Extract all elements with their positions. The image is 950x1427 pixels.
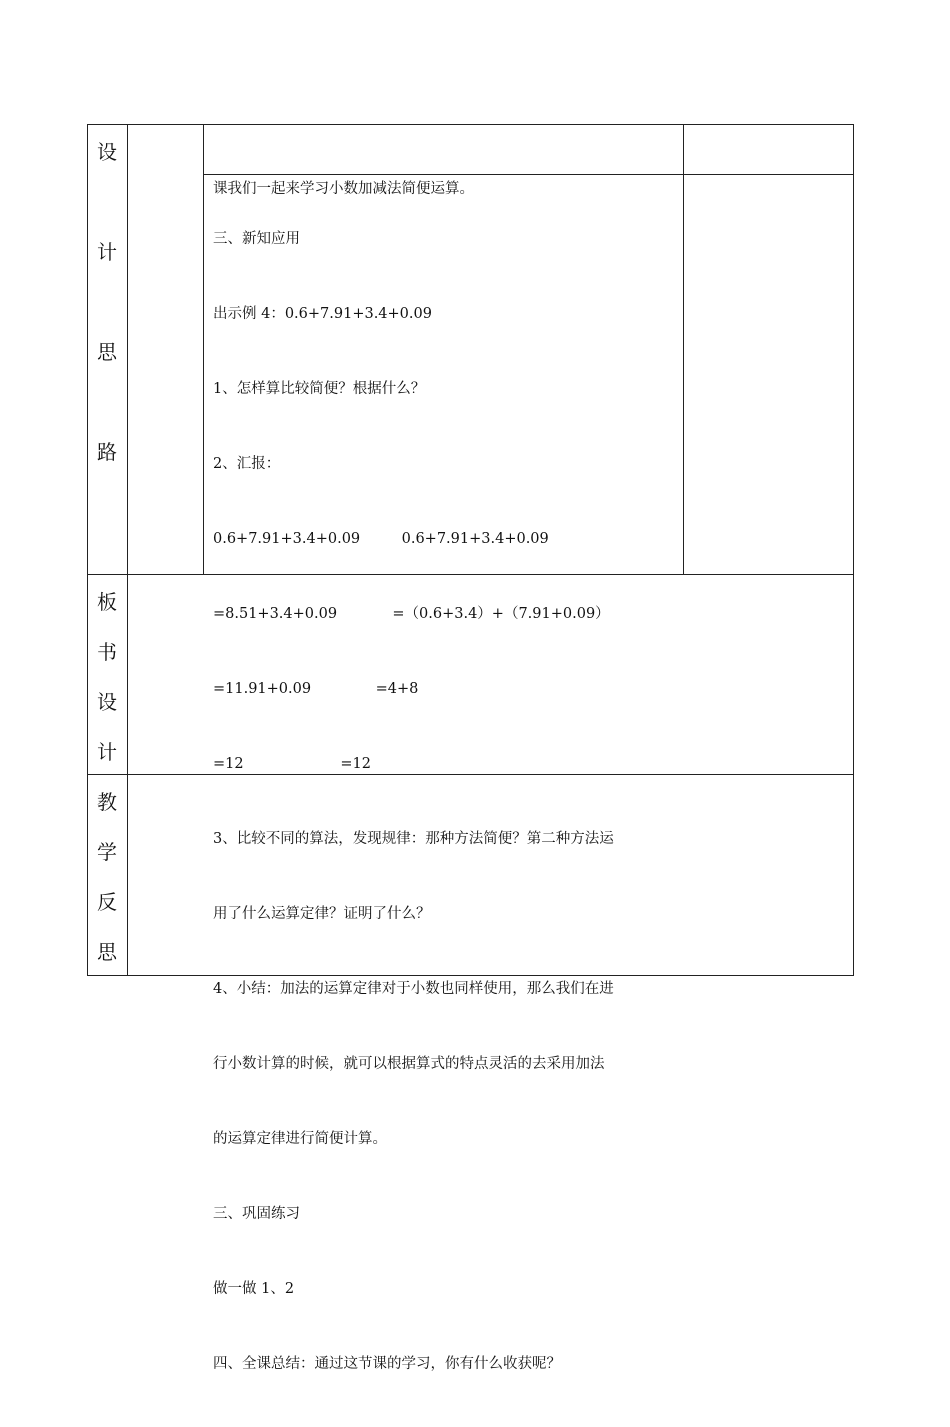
- text-line: 出示例 4：0.6+7.91+3.4+0.09: [213, 306, 432, 322]
- design-content: [213, 177, 614, 1427]
- lesson-plan-table: [87, 124, 854, 1372]
- table-border-right: [853, 124, 854, 976]
- text-line: 课我们一起来学习小数加减法简便运算。: [213, 181, 474, 197]
- board-label-char: 书: [97, 640, 117, 664]
- board-label-char: 设: [97, 690, 117, 714]
- column-divider-notes: [683, 124, 684, 575]
- reflection-label-char: 反: [97, 890, 117, 914]
- board-label-char: 计: [97, 740, 117, 764]
- text-line: 三、新知应用: [213, 231, 300, 247]
- text-line: =8.51+3.4+0.09 =（0.6+3.4）+（7.91+0.09）: [213, 606, 610, 622]
- text-line: 行小数计算的时候，就可以根据算式的特点灵活的去采用加法: [213, 1056, 605, 1072]
- column-divider-label: [127, 124, 128, 976]
- text-line: 3、比较不同的算法，发现规律：那种方法简便？第二种方法运: [213, 831, 614, 847]
- text-line: 三、巩固练习: [213, 1206, 300, 1222]
- design-thinking-label: [87, 124, 127, 574]
- reflection-label-char: 教: [97, 790, 117, 814]
- column-divider-content: [203, 124, 204, 575]
- board-design-label: [87, 574, 127, 774]
- reflection-label-char: 思: [97, 940, 117, 964]
- design-label-char: 思: [97, 340, 117, 364]
- text-line: 四、全课总结：通过这节课的学习，你有什么收获呢？: [213, 1356, 561, 1372]
- text-line: 的运算定律进行简便计算。: [213, 1131, 387, 1147]
- text-line: 1、怎样算比较简便？根据什么？: [213, 381, 426, 397]
- design-label-char: 路: [97, 440, 117, 464]
- text-line: 2、汇报：: [213, 456, 281, 472]
- teaching-reflection-label: [87, 774, 127, 974]
- design-label-char: 设: [97, 140, 117, 164]
- text-line: 用了什么运算定律？证明了什么？: [213, 906, 431, 922]
- reflection-label-char: 学: [97, 840, 117, 864]
- text-line: 0.6+7.91+3.4+0.09 0.6+7.91+3.4+0.09: [213, 531, 549, 547]
- design-label-char: 计: [97, 240, 117, 264]
- text-line: 做一做 1、2: [213, 1281, 295, 1297]
- text-line: 4、小结：加法的运算定律对于小数也同样使用，那么我们在进: [213, 981, 614, 997]
- board-label-char: 板: [97, 590, 117, 614]
- text-line: =11.91+0.09 =4+8: [213, 681, 419, 697]
- text-line: =12 =12: [213, 756, 371, 772]
